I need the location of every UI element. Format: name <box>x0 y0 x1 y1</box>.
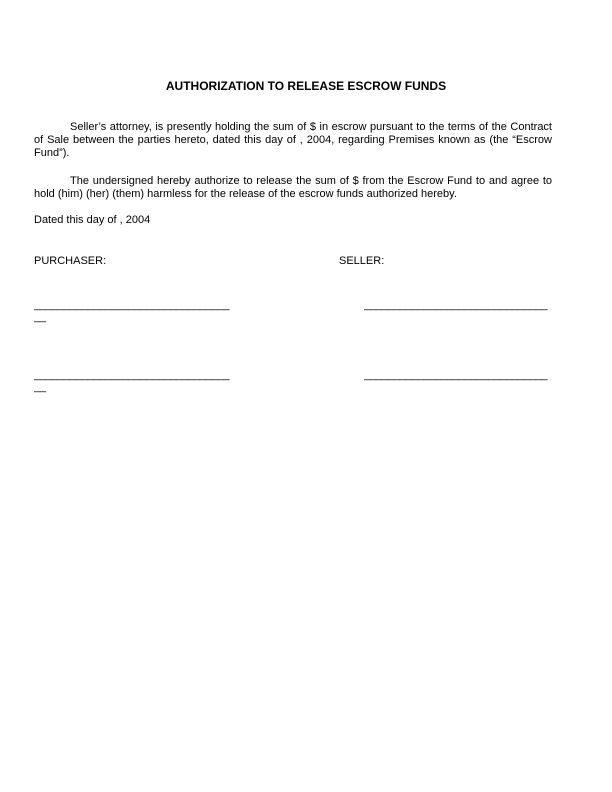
purchaser-signature-line-2: _________________________________ <box>34 369 230 381</box>
dated-line: Dated this day of , 2004 <box>34 214 151 226</box>
seller-label: SELLER: <box>339 255 385 267</box>
document-title: AUTHORIZATION TO RELEASE ESCROW FUNDS <box>165 79 447 93</box>
purchaser-signature-line-2-continuation: __ <box>34 381 46 393</box>
paragraph-escrow-holding: Seller’s attorney, is presently holding the sum of $ in escrow pursuant to the terms of the Contract of Sale between the parties hereto, dated this day of , 2004, regarding Premises known as (the “Escrow Fund”). <box>34 121 552 159</box>
purchaser-label: PURCHASER: <box>34 255 107 267</box>
purchaser-signature-line-1-continuation: __ <box>34 311 46 323</box>
seller-signature-line-1: _______________________________ <box>364 299 548 311</box>
paragraph-authorization: The undersigned hereby authorize to release the sum of $ from the Escrow Fund to and agree to hold (him) (her) (them) harmless for the release of the escrow funds authorized hereby. <box>34 175 552 200</box>
purchaser-signature-line-1: _________________________________ <box>34 299 230 311</box>
seller-signature-line-2: _______________________________ <box>364 369 548 381</box>
